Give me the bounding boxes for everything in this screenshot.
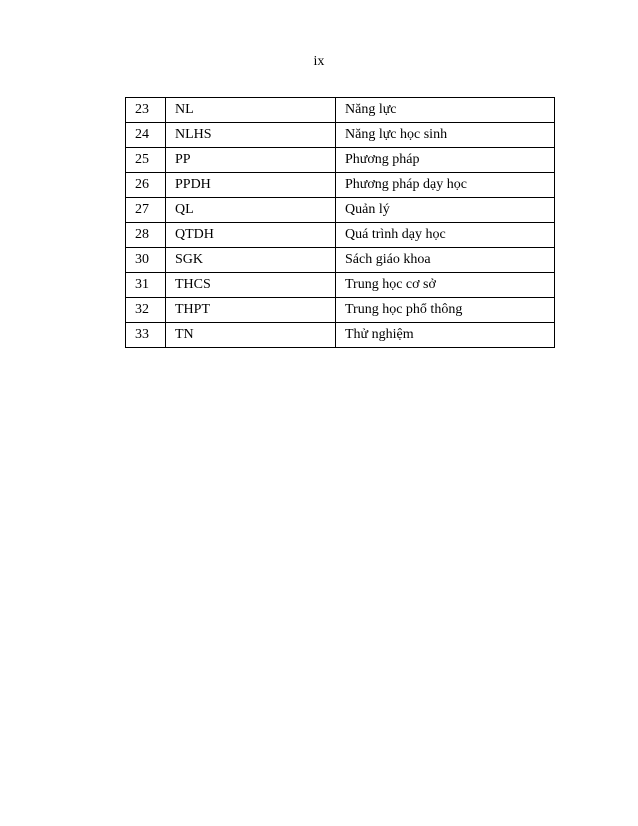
abbreviation-meaning: Quá trình dạy học	[336, 223, 555, 248]
page-number: ix	[313, 54, 325, 69]
abbreviation: NL	[166, 98, 336, 123]
abbreviation: SGK	[166, 248, 336, 273]
row-number: 30	[126, 248, 166, 273]
table-row	[126, 98, 555, 123]
abbreviation-meaning: Năng lực	[336, 98, 555, 123]
table-row	[126, 298, 555, 323]
abbreviation-meaning: Năng lực học sinh	[336, 123, 555, 148]
abbreviation-meaning: Phương pháp dạy học	[336, 173, 555, 198]
table-row	[126, 198, 555, 223]
abbreviation: NLHS	[166, 123, 336, 148]
row-number: 26	[126, 173, 166, 198]
abbreviation-table	[125, 97, 555, 348]
abbreviation-meaning: Quản lý	[336, 198, 555, 223]
table-row	[126, 273, 555, 298]
row-number: 25	[126, 148, 166, 173]
row-number: 32	[126, 298, 166, 323]
abbreviation: TN	[166, 323, 336, 348]
row-number: 33	[126, 323, 166, 348]
table-row	[126, 148, 555, 173]
row-number: 31	[126, 273, 166, 298]
abbreviation-meaning: Trung học cơ sở	[336, 273, 555, 298]
abbreviation: PPDH	[166, 173, 336, 198]
table-row	[126, 123, 555, 148]
abbreviation-meaning: Phương pháp	[336, 148, 555, 173]
abbreviation: THCS	[166, 273, 336, 298]
table-row	[126, 223, 555, 248]
row-number: 27	[126, 198, 166, 223]
abbreviation: PP	[166, 148, 336, 173]
table-row	[126, 173, 555, 198]
abbreviation-meaning: Trung học phổ thông	[336, 298, 555, 323]
abbreviation: QL	[166, 198, 336, 223]
table-row	[126, 248, 555, 273]
row-number: 28	[126, 223, 166, 248]
row-number: 24	[126, 123, 166, 148]
abbreviation: QTDH	[166, 223, 336, 248]
row-number: 23	[126, 98, 166, 123]
abbreviation-meaning: Thử nghiệm	[336, 323, 555, 348]
abbreviation: THPT	[166, 298, 336, 323]
table-row	[126, 323, 555, 348]
abbreviation-meaning: Sách giáo khoa	[336, 248, 555, 273]
